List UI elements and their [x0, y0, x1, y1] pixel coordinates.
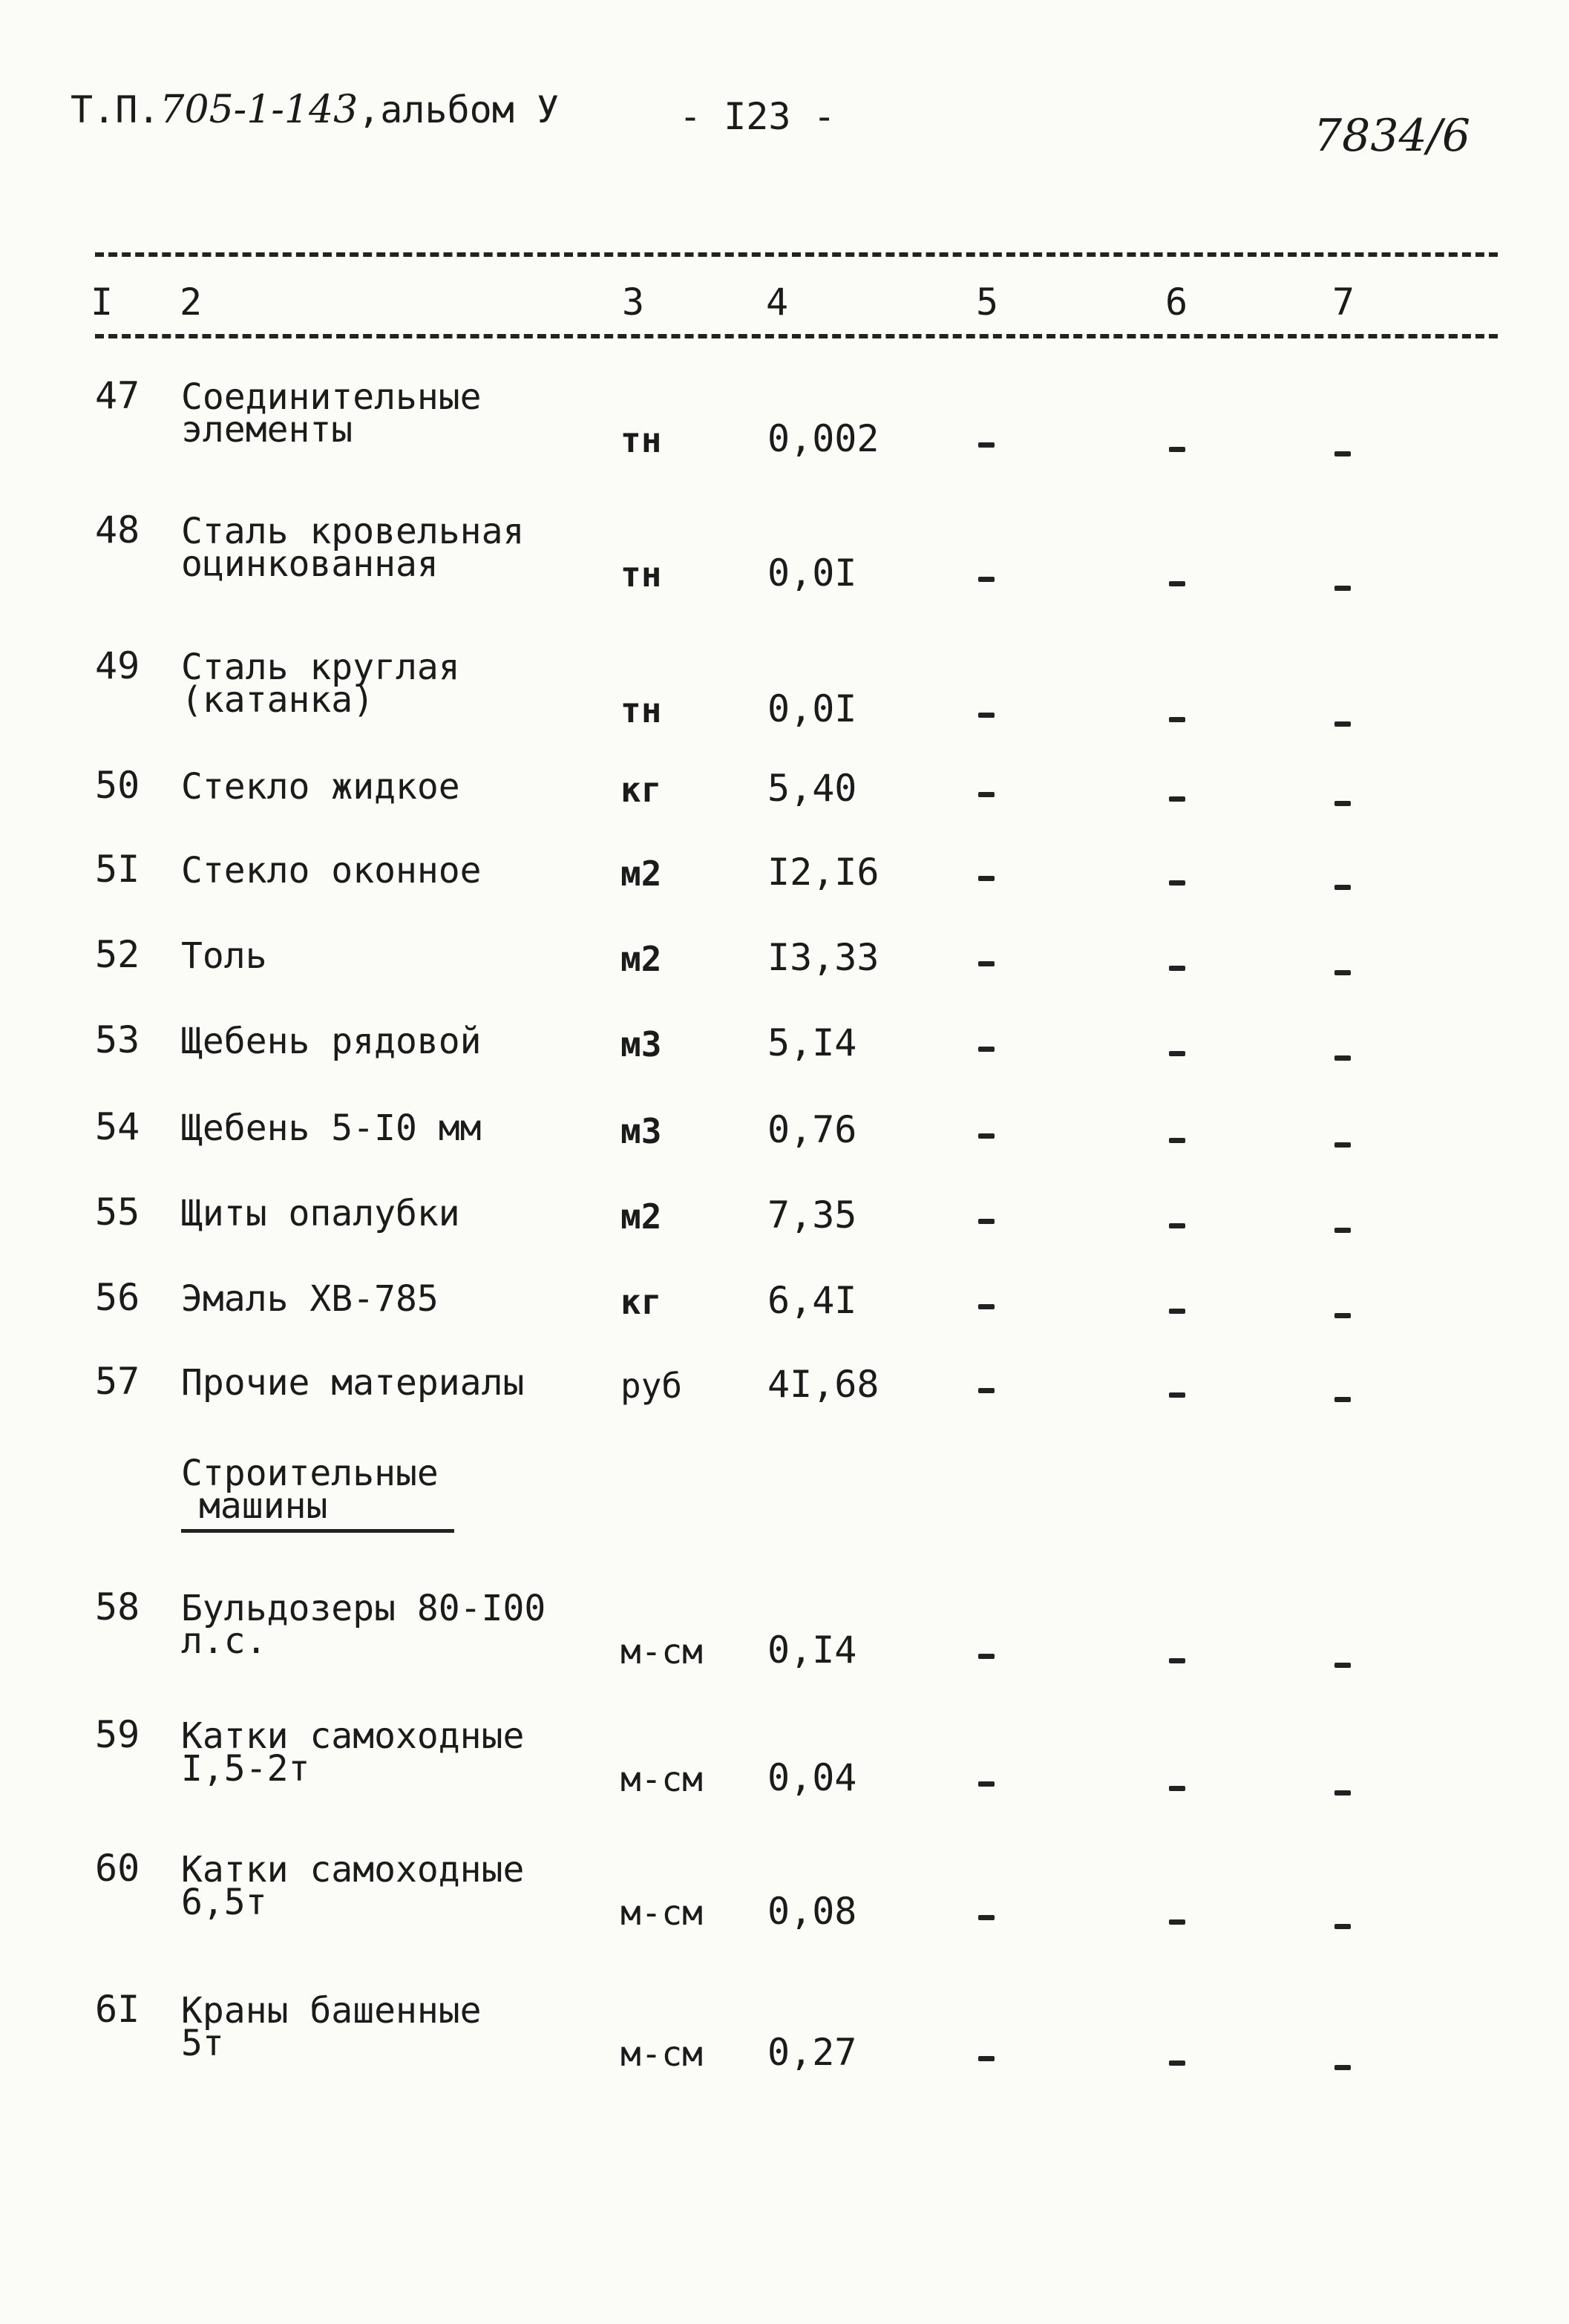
- column-header-6: 6: [1165, 281, 1188, 324]
- empty-cell-dash-col6: [1169, 796, 1185, 802]
- quantity-value: I3,33: [767, 936, 880, 979]
- unit-of-measure: м3: [620, 1024, 662, 1064]
- empty-cell-dash-col7: [1334, 801, 1351, 806]
- row-number: 5I: [95, 848, 140, 891]
- doc-prefix: Т.П.: [71, 88, 160, 131]
- empty-cell-dash-col7: [1334, 1055, 1351, 1061]
- unit-of-measure: м-см: [620, 2034, 703, 2074]
- item-name: Бульдозеры 80-I00: [181, 1588, 546, 1629]
- item-name: Стекло жидкое: [181, 766, 460, 808]
- empty-cell-dash-col6: [1169, 880, 1185, 886]
- row-number: 6I: [95, 1988, 140, 2031]
- empty-cell-dash-col7: [1334, 2065, 1351, 2070]
- empty-cell-dash-col6: [1169, 1309, 1185, 1314]
- empty-cell-dash-col6: [1169, 2060, 1185, 2066]
- empty-cell-dash-col7: [1334, 885, 1351, 890]
- quantity-value: 0,I4: [767, 1629, 857, 1672]
- unit-of-measure: м2: [620, 854, 662, 894]
- empty-cell-dash-col6: [1169, 581, 1185, 586]
- empty-cell-dash-col6: [1169, 966, 1185, 971]
- unit-of-measure: тн: [620, 420, 662, 460]
- empty-cell-dash-col5: [978, 1915, 995, 1920]
- unit-of-measure: м-см: [620, 1759, 703, 1799]
- header-bottom-rule: [95, 334, 1498, 338]
- item-name: Катки самоходные: [181, 1715, 525, 1757]
- empty-cell-dash-col5: [978, 1047, 995, 1052]
- column-header-1: I: [91, 281, 114, 324]
- unit-of-measure: м-см: [620, 1631, 703, 1672]
- empty-cell-dash-col6: [1169, 447, 1185, 452]
- unit-of-measure: кг: [620, 770, 662, 810]
- empty-cell-dash-col7: [1334, 1790, 1351, 1796]
- page-number: - I23 -: [679, 95, 836, 138]
- empty-cell-dash-col5: [978, 713, 995, 718]
- empty-cell-dash-col5: [978, 577, 995, 582]
- column-header-2: 2: [180, 281, 203, 324]
- item-name: Прочие материалы: [181, 1362, 525, 1404]
- item-name: Соединительные: [181, 376, 482, 418]
- item-name: Щиты опалубки: [181, 1193, 460, 1234]
- row-number: 53: [95, 1018, 140, 1061]
- quantity-value: 0,002: [767, 417, 880, 460]
- row-number: 59: [95, 1713, 140, 1756]
- empty-cell-dash-col7: [1334, 970, 1351, 975]
- empty-cell-dash-col6: [1169, 1392, 1185, 1398]
- empty-cell-dash-col5: [978, 442, 995, 448]
- unit-of-measure: м2: [620, 939, 662, 979]
- empty-cell-dash-col5: [978, 1133, 995, 1139]
- unit-of-measure: м3: [620, 1111, 662, 1151]
- quantity-value: 0,04: [767, 1756, 857, 1799]
- quantity-value: 0,27: [767, 2031, 857, 2074]
- empty-cell-dash-col6: [1169, 1051, 1185, 1056]
- project-number-handwritten: 705-1-143: [160, 88, 358, 132]
- unit-of-measure: руб: [620, 1366, 683, 1406]
- item-name-continued: (катанка): [181, 679, 375, 721]
- quantity-value: 5,40: [767, 767, 857, 810]
- quantity-value: 6,4I: [767, 1279, 857, 1322]
- row-number: 56: [95, 1276, 140, 1319]
- empty-cell-dash-col7: [1334, 1313, 1351, 1318]
- empty-cell-dash-col6: [1169, 1138, 1185, 1143]
- empty-cell-dash-col7: [1334, 1663, 1351, 1668]
- item-name: Сталь кровельная: [181, 511, 525, 552]
- quantity-value: 4I,68: [767, 1363, 880, 1406]
- column-header-5: 5: [976, 281, 999, 324]
- quantity-value: 0,76: [767, 1108, 857, 1151]
- section-title: Строительные: [181, 1453, 439, 1494]
- unit-of-measure: кг: [620, 1282, 662, 1322]
- empty-cell-dash-col7: [1334, 1397, 1351, 1402]
- item-name: Катки самоходные: [181, 1849, 525, 1891]
- unit-of-measure: м-см: [620, 1893, 703, 1933]
- row-number: 60: [95, 1847, 140, 1890]
- empty-cell-dash-col5: [978, 876, 995, 881]
- quantity-value: 0,08: [767, 1890, 857, 1933]
- item-name-continued: л.с.: [181, 1620, 267, 1662]
- empty-cell-dash-col6: [1169, 1919, 1185, 1925]
- document-header: [71, 88, 559, 132]
- section-title-continued: машины: [199, 1485, 328, 1527]
- quantity-value: 0,0I: [767, 551, 857, 595]
- empty-cell-dash-col5: [978, 1781, 995, 1787]
- empty-cell-dash-col5: [978, 1388, 995, 1393]
- item-name-continued: 6,5т: [181, 1882, 267, 1923]
- column-header-4: 4: [766, 281, 789, 324]
- empty-cell-dash-col6: [1169, 1658, 1185, 1663]
- row-number: 52: [95, 933, 140, 976]
- item-name: Эмаль ХВ-785: [181, 1278, 439, 1320]
- unit-of-measure: м2: [620, 1197, 662, 1237]
- empty-cell-dash-col5: [978, 1304, 995, 1309]
- row-number: 57: [95, 1360, 140, 1403]
- empty-cell-dash-col6: [1169, 1223, 1185, 1228]
- empty-cell-dash-col7: [1334, 1228, 1351, 1233]
- sheet-number-handwritten: 7834/6: [1314, 110, 1471, 162]
- item-name-continued: оцинкованная: [181, 543, 439, 585]
- section-underline: [181, 1529, 454, 1533]
- empty-cell-dash-col5: [978, 961, 995, 966]
- item-name: Щебень 5-I0 мм: [181, 1107, 482, 1149]
- empty-cell-dash-col5: [978, 1654, 995, 1659]
- empty-cell-dash-col5: [978, 792, 995, 797]
- item-name: Щебень рядовой: [181, 1021, 482, 1062]
- quantity-value: 5,I4: [767, 1021, 857, 1064]
- item-name: Краны башенные: [181, 1990, 482, 2032]
- album-label: ,альбом У: [358, 88, 560, 131]
- row-number: 48: [95, 508, 140, 551]
- row-number: 54: [95, 1105, 140, 1148]
- row-number: 58: [95, 1585, 140, 1629]
- quantity-value: I2,I6: [767, 851, 880, 894]
- column-header-3: 3: [622, 281, 645, 324]
- item-name-continued: I,5-2т: [181, 1748, 310, 1790]
- row-number: 49: [95, 644, 140, 687]
- empty-cell-dash-col7: [1334, 586, 1351, 591]
- empty-cell-dash-col7: [1334, 451, 1351, 456]
- row-number: 47: [95, 374, 140, 417]
- unit-of-measure: тн: [620, 690, 662, 730]
- header-top-rule: [95, 252, 1498, 257]
- item-name: Сталь круглая: [181, 647, 460, 688]
- column-header-7: 7: [1332, 281, 1355, 324]
- empty-cell-dash-col5: [978, 2056, 995, 2061]
- item-name-continued: элементы: [181, 409, 353, 451]
- empty-cell-dash-col6: [1169, 1786, 1185, 1791]
- quantity-value: 7,35: [767, 1194, 857, 1237]
- empty-cell-dash-col5: [978, 1219, 995, 1224]
- row-number: 55: [95, 1191, 140, 1234]
- unit-of-measure: тн: [620, 554, 662, 595]
- empty-cell-dash-col6: [1169, 717, 1185, 722]
- item-name: Толь: [181, 935, 267, 977]
- row-number: 50: [95, 764, 140, 807]
- item-name: Стекло оконное: [181, 850, 482, 891]
- empty-cell-dash-col7: [1334, 1142, 1351, 1148]
- quantity-value: 0,0I: [767, 687, 857, 730]
- item-name-continued: 5т: [181, 2023, 224, 2064]
- empty-cell-dash-col7: [1334, 721, 1351, 727]
- empty-cell-dash-col7: [1334, 1924, 1351, 1929]
